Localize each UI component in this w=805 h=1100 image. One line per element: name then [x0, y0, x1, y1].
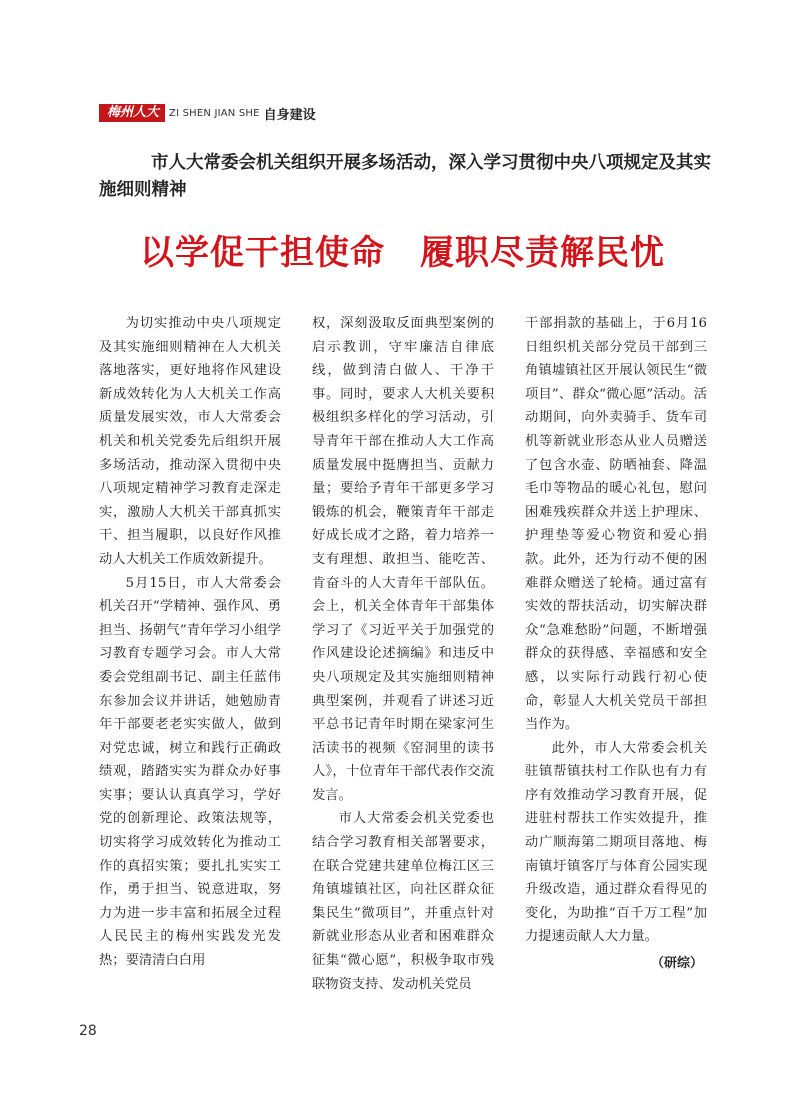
section-pinyin: ZI SHEN JIAN SHE [169, 107, 260, 119]
paragraph: 干部捐款的基础上，于6月16日组织机关部分党员干部到三角镇墟镇社区开展认领民生“微项目”、群众“微心愿”活动。活动期间，向外卖骑手、货车司机等新就业形态从业人员赠送了包含水壶、防晒袖套、降温毛巾等物品的暖心礼包，慰问困难残疾群众并送上护理床、护理垫等爱心物资和爱心捐款。此外，还为行动不便的困难群众赠送了轮椅。通过富有实效的帮扶活动，切实解决群众“急难愁盼”问题，不断增强群众的获得感、幸福感和安全感，以实际行动践行初心使命，彰显人大机关党员干部担当作为。 [525, 316, 707, 733]
article-column-3 [525, 312, 707, 976]
page-number: 28 [79, 1023, 97, 1039]
magazine-logo: 梅州人大 [99, 104, 165, 122]
article-column-2 [312, 312, 494, 996]
section-header [99, 104, 316, 122]
paragraph: 5月15日，市人大常委会机关召开“学精神、强作风、勇担当、扬朝气”青年学习小组学习教育专题学习会。市人大常委会党组副书记、副主任蓝伟东参加会议并讲话，她勉励青年干部要老老实实做人，做到对党忠诚，树立和践行正确政绩观，踏踏实实为群众办好事实事；要认认真真学习，学好党的创新理论、政策法规等，切实将学习成效转化为推动工作的真招实策；要扎扎实实工作，勇于担当、锐意进取，努力为进一步丰富和拓展全过程人民民主的梅州实践发光发热；要清清白白用 [99, 575, 281, 969]
paragraph: 权，深刻汲取反面典型案例的启示教训，守牢廉洁自律底线，做到清白做人、干净干事。同时，要求人大机关要积极组织多样化的学习活动，引导青年干部在推动人大工作高质量发展中挺膺担当、贡献力量；要给予青年干部更多学习锻炼的机会，鞭策青年干部走好成长成才之路，着力培养一支有理想、敢担当、能吃苦、肯奋斗的人大青年干部队伍。会上，机关全体青年干部集体学习了《习近平关于加强党的作风建设论述摘编》和违反中央八项规定及其实施细则精神典型案例，并观看了讲述习近平总书记青年时期在梁家河生活读书的视频《窑洞里的读书人》，十位青年干部代表作交流发言。 [312, 316, 494, 803]
author-signature: （研综） [650, 956, 703, 972]
article-subtitle: 市人大常委会机关组织开展多场活动，深入学习贯彻中央八项规定及其实施细则精神 [99, 153, 711, 200]
paragraph: 此外，市人大常委会机关驻镇帮镇扶村工作队也有力有序有效推动学习教育开展，促进驻村帮扶工作实效提升，推动广顺海第二期项目落地、梅南镇圩镇客厅与体育公园实现升级改造，通过群众看得见的变化，为助推“百千万工程”加力提速贡献人大力量。 [525, 740, 707, 945]
section-title: 自身建设 [263, 107, 316, 123]
paragraph: 为切实推动中央八项规定及其实施细则精神在人大机关落地落实，更好地将作风建设新成效转化为人大机关工作高质量发展实效，市人大常委会机关和机关党委先后组织开展多场活动，推动深入贯彻中央八项规定精神学习教育走深走实，激励人大机关干部真抓实干、担当履职，以良好作风推动人大机关工作质效新提升。 [99, 316, 281, 567]
paragraph: 市人大常委会机关党委也结合学习教育相关部署要求，在联合党建共建单位梅江区三角镇墟镇社区，向社区群众征集民生“微项目”，并重点针对新就业形态从业者和困难群众征集“微心愿”，积极争取市残联物资支持、发动机关党员 [312, 811, 494, 992]
article-headline: 以学促干担使命 履职尽责解民忧 [140, 233, 665, 273]
article-column-1 [99, 312, 281, 973]
